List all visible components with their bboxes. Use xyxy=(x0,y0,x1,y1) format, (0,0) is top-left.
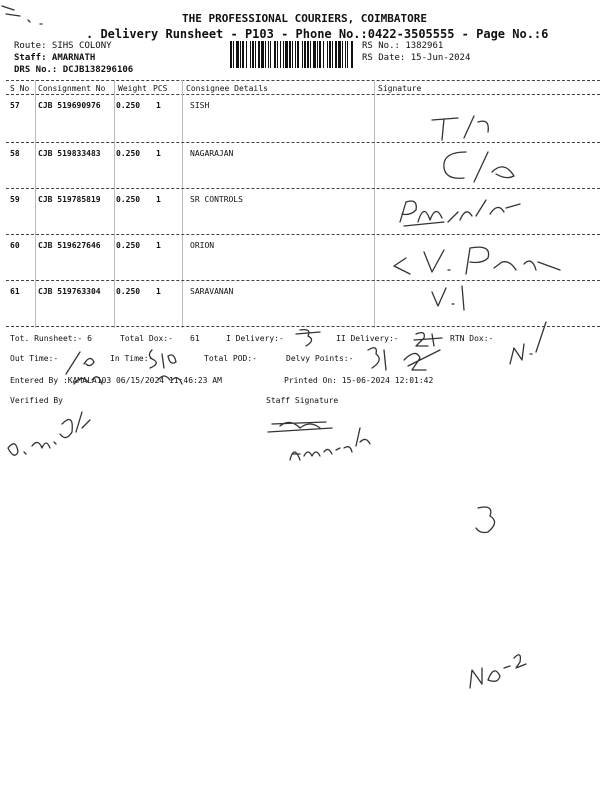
route-label: Route: SIHS COLONY xyxy=(14,41,112,51)
company-name: THE PROFESSIONAL COURIERS, COIMBATORE xyxy=(182,12,428,25)
row-sno: 59 xyxy=(10,195,20,204)
barcode-bar xyxy=(250,41,251,68)
row-pcs: 1 xyxy=(156,101,161,110)
row-sno: 61 xyxy=(10,287,20,296)
barcode-bar xyxy=(313,41,316,68)
column-header-weight: Weight xyxy=(118,84,147,93)
row-weight: 0.250 xyxy=(116,149,141,158)
staff-label: Staff: AMARNATH xyxy=(14,53,96,63)
barcode-bar xyxy=(307,41,309,68)
barcode-bar xyxy=(304,41,306,68)
handwritten-vi-mark xyxy=(428,282,488,312)
second-delivery-label: II Delivery:- xyxy=(336,334,399,343)
barcode-bar xyxy=(280,41,281,68)
barcode-bar xyxy=(255,41,256,68)
total-pod-label: Total POD:- xyxy=(204,354,257,363)
divider xyxy=(6,280,600,281)
barcode-bar xyxy=(242,41,244,68)
barcode-bar xyxy=(342,41,343,68)
row-sno: 58 xyxy=(10,149,20,158)
barcode-bar xyxy=(292,41,293,68)
drs-number: DRS No.: DCJB138296106 xyxy=(14,65,134,75)
delivery-points-label: Delvy Points:- xyxy=(286,354,354,363)
total-dox-label: Total Dox:- xyxy=(120,334,173,343)
barcode-bar xyxy=(246,41,247,68)
barcode-bar xyxy=(265,41,266,68)
column-header-consignee: Consignee Details xyxy=(186,84,268,93)
row-sno: 60 xyxy=(10,241,20,250)
column-header-pcs: PCS xyxy=(153,84,168,93)
barcode-bar xyxy=(302,41,303,68)
first-delivery-label: I Delivery:- xyxy=(226,334,284,343)
barcode-bar xyxy=(319,41,321,68)
row-pcs: 1 xyxy=(156,241,161,250)
row-consignee: SISH xyxy=(190,101,210,110)
row-sno: 57 xyxy=(10,101,20,110)
barcode-bar xyxy=(230,41,232,68)
barcode-bar xyxy=(258,41,260,68)
barcode-bar xyxy=(285,41,288,68)
divider xyxy=(6,188,600,189)
row-pcs: 1 xyxy=(156,149,161,158)
barcode-bar xyxy=(233,41,234,68)
handwritten-vp-mark xyxy=(390,240,570,280)
barcode-bar xyxy=(268,41,269,68)
row-consignment: CJB 519763304 xyxy=(38,287,101,296)
handwritten-number-signature xyxy=(396,192,526,234)
row-consignee: SARAVANAN xyxy=(190,287,234,296)
barcode-bar xyxy=(345,41,346,68)
row-pcs: 1 xyxy=(156,195,161,204)
column-separator xyxy=(182,80,183,328)
barcode-bar xyxy=(236,41,239,68)
divider xyxy=(6,234,600,235)
entered-by: Entered By :KAMALA103 06/15/2024 11:46:23 AM xyxy=(10,376,222,385)
handwritten-bottom-mark xyxy=(464,640,530,696)
barcode-bar xyxy=(295,41,296,68)
staff-signature xyxy=(260,404,380,468)
staff-signature-label: Staff Signature xyxy=(266,396,339,405)
row-consignment: CJB 519785819 xyxy=(38,195,101,204)
verified-by-signature xyxy=(4,408,104,472)
total-runsheet: Tot. Runsheet:- 6 xyxy=(10,334,92,343)
row-consignment: CJB 519627646 xyxy=(38,241,101,250)
barcode-bar xyxy=(338,41,341,68)
handwritten-co-mark xyxy=(436,146,526,186)
column-separator xyxy=(374,80,375,328)
handwritten-ii-delivery-mark xyxy=(412,328,444,350)
printed-on: Printed On: 15-06-2024 12:01:42 xyxy=(284,376,434,385)
barcode-bar xyxy=(310,41,311,68)
barcode-bar xyxy=(270,41,271,68)
barcode-bar xyxy=(274,41,276,68)
scan-speckles xyxy=(0,0,60,40)
divider xyxy=(6,326,600,327)
in-time-label: In Time:- xyxy=(110,354,154,363)
barcode-bar xyxy=(347,41,348,68)
divider xyxy=(6,142,600,143)
barcode-bar xyxy=(252,41,254,68)
barcode-bar xyxy=(327,41,328,68)
column-separator xyxy=(35,80,36,328)
handwritten-page-mark xyxy=(472,502,502,536)
barcode-bar xyxy=(329,41,331,68)
row-consignee: NAGARAJAN xyxy=(190,149,234,158)
out-time-label: Out Time:- xyxy=(10,354,59,363)
barcode-bar xyxy=(332,41,333,68)
row-consignee: ORION xyxy=(190,241,215,250)
barcode-bar xyxy=(240,41,241,68)
row-pcs: 1 xyxy=(156,287,161,296)
row-weight: 0.250 xyxy=(116,195,141,204)
barcode-bar xyxy=(261,41,264,68)
barcode-bar xyxy=(277,41,278,68)
handwritten-delivery-points-mark xyxy=(364,340,444,376)
barcode-bar xyxy=(335,41,337,68)
row-weight: 0.250 xyxy=(116,101,141,110)
barcode-bar xyxy=(323,41,324,68)
barcode-bar xyxy=(283,41,284,68)
rtn-dox-label: RTN Dox:- xyxy=(450,334,494,343)
barcode-bar xyxy=(351,41,353,68)
column-separator xyxy=(114,80,115,328)
barcode-bar xyxy=(289,41,291,68)
verified-by-label: Verified By xyxy=(10,396,63,405)
column-header-sno: S No xyxy=(10,84,30,93)
column-header-consignment: Consignment No xyxy=(38,84,106,93)
handwritten-i-delivery-mark xyxy=(294,326,324,348)
column-header-signature: Signature xyxy=(378,84,422,93)
row-consignment: CJB 519690976 xyxy=(38,101,101,110)
rs-number: RS No.: 1382961 xyxy=(362,41,444,51)
divider xyxy=(6,94,600,95)
rs-date: RS Date: 15-Jun-2024 xyxy=(362,53,471,63)
barcode-bar xyxy=(297,41,299,68)
row-consignment: CJB 519833483 xyxy=(38,149,101,158)
total-dox-value: 61 xyxy=(190,334,200,343)
barcode xyxy=(230,41,354,68)
row-weight: 0.250 xyxy=(116,241,141,250)
runsheet-title: . Delivery Runsheet - P103 - Phone No.:0422-3505555 - Page No.:6 xyxy=(86,27,549,41)
divider xyxy=(6,80,600,81)
row-weight: 0.250 xyxy=(116,287,141,296)
row-consignee: SR CONTROLS xyxy=(190,195,243,204)
barcode-bar xyxy=(317,41,318,68)
handwritten-tc-mark xyxy=(428,112,498,142)
